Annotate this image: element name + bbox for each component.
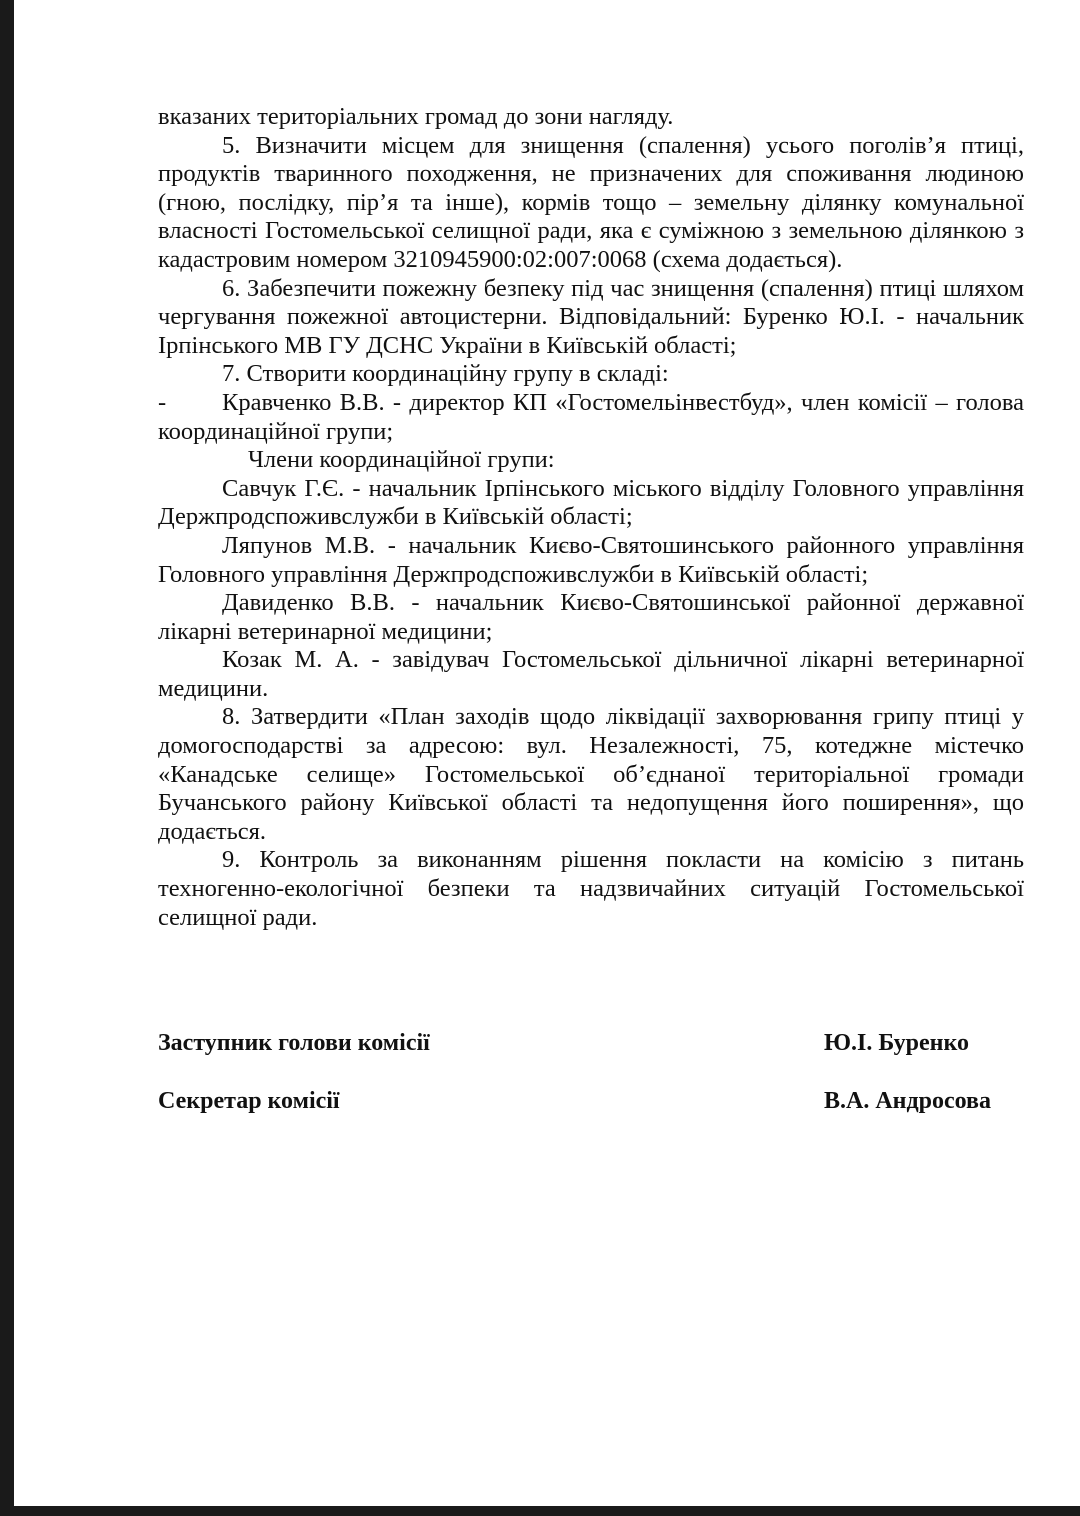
deputy-name: Ю.І. Буренко <box>824 1030 969 1056</box>
dash-marker: - <box>158 388 167 416</box>
signature-deputy <box>158 1030 1000 1057</box>
member-item: Давиденко В.В. - начальник Києво-Святошинської районної державної лікарні ветеринарної медицини; <box>158 589 1024 645</box>
secretary-title: Секретар комісії <box>158 1088 340 1114</box>
secretary-name: В.А. Андросова <box>824 1088 992 1114</box>
signature-secretary <box>158 1088 1000 1115</box>
paragraph-8: 8. Затвердити «План заходів щодо ліквідації захворювання грипу птиці у домогосподарстві за адресою: вул. Незалежності, 75, котеджне містечко «Канадське селище» Гостомельської об’єднаної територіальної громади Бучанського району Київської області та недопущення його поширення», що додається. <box>158 703 1024 845</box>
coordination-head-label: Кравченко В.В. - директор КП «Гостомельінвестбуд», член комісії – голова координаційної групи; <box>158 388 1024 445</box>
paragraph-intro: вказаних територіальних громад до зони нагляду. <box>158 103 674 130</box>
member-item: Савчук Г.Є. - начальник Ірпінського міського відділу Головного управління Держпродспоживслужби в Київській області; <box>158 474 1024 531</box>
coordination-head-item <box>158 389 1024 446</box>
paragraph-5: 5. Визначити місцем для знищення (спалення) усього поголів’я птиці, продуктів тваринного походження, не призначених для споживання людиною (гною, послідку, пір’я та інше), кормів тощо – земельну ділянку комунальної власності Гостомельської селищної ради, яка є суміжною з земельною ділянкою з кадастровим номером 3210945900:02:007:0068 (схема додається). <box>158 131 1024 273</box>
members-title: Члени координаційної групи: <box>248 446 555 474</box>
document-body <box>158 103 1024 932</box>
member-item: Козак М. А. - завідувач Гостомельської дільничної лікарні ветеринарної медицини. <box>158 646 1024 702</box>
member-item: Ляпунов М.В. - начальник Києво-Святошинського районного управління Головного управління Держпродспоживслужби в Київській області; <box>158 531 1024 588</box>
paragraph-7: 7. Створити координаційну групу в складі: <box>222 360 669 388</box>
deputy-title: Заступник голови комісії <box>158 1030 430 1056</box>
paragraph-9: 9. Контроль за виконанням рішення покласти на комісію з питань техногенно-екологічної безпеки та надзвичайних ситуацій Гостомельської селищної ради. <box>158 846 1024 931</box>
paragraph-6: 6. Забезпечити пожежну безпеку під час знищення (спалення) птиці шляхом чергування пожежної автоцистерни. Відповідальний: Буренко Ю.І. - начальник Ірпінського МВ ГУ ДСНС України в Київській області; <box>158 274 1024 359</box>
coordination-head-text <box>158 389 1024 446</box>
